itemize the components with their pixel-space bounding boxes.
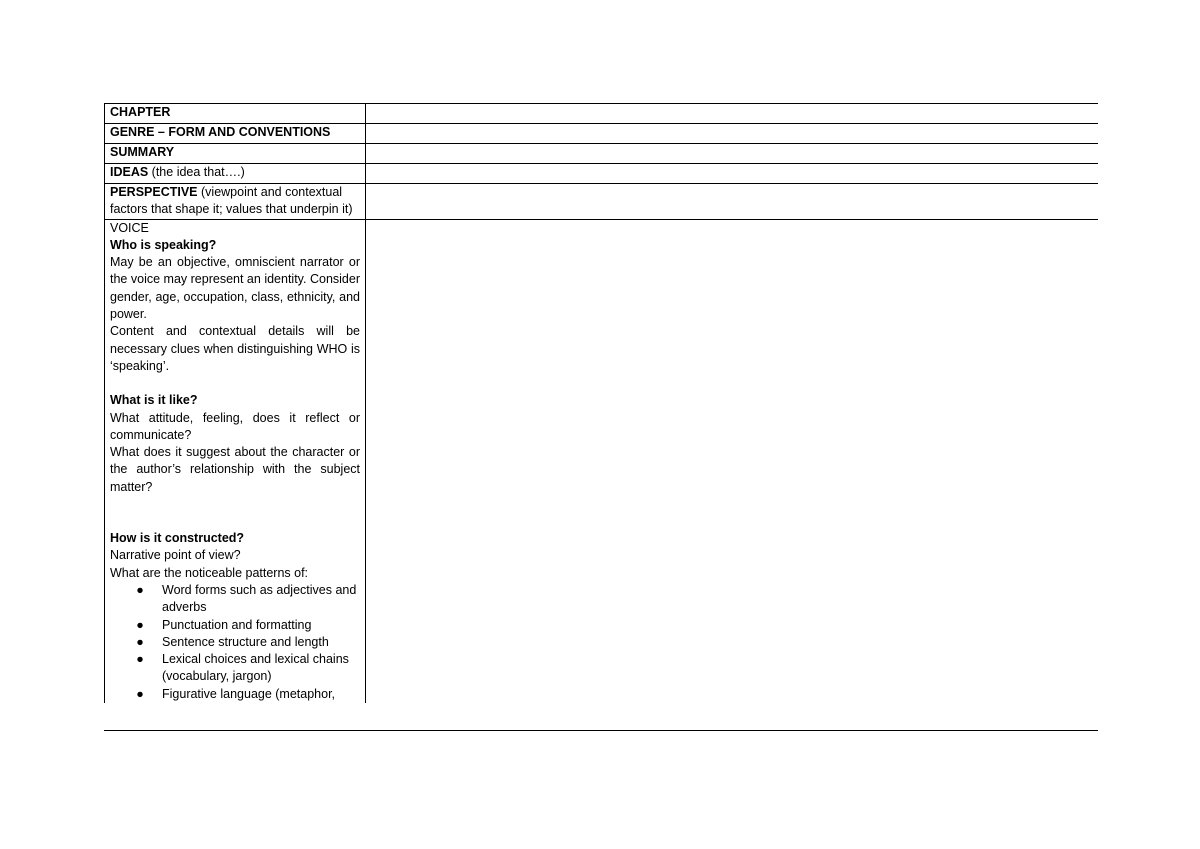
answer-cell-chapter[interactable] (366, 104, 1099, 124)
row-label-perspective (105, 184, 366, 220)
perspective-label-note: (viewpoint and contextual factors that shape it; values that underpin it) (110, 185, 353, 217)
what-like-text-2: What does it suggest about the character or the author’s relationship with the subject matter? (110, 445, 360, 494)
ideas-label-note: (the idea that….) (148, 165, 245, 179)
list-item-text: Sentence structure and length (162, 634, 329, 649)
bullet-icon: ● (136, 617, 144, 632)
how-constructed-heading: How is it constructed? (110, 531, 245, 546)
what-like-text-1: What attitude, feeling, does it reflect or communicate? (110, 410, 360, 442)
how-constructed-text-1: Narrative point of view? (110, 548, 241, 563)
how-constructed-text-2: What are the noticeable patterns of: (110, 565, 309, 580)
table-row-ideas (105, 164, 1099, 184)
answer-cell-ideas[interactable] (366, 164, 1099, 184)
list-item-text: Lexical choices and lexical chains (vocabulary, jargon) (162, 652, 349, 684)
answer-cell-summary[interactable] (366, 144, 1099, 164)
table-row-summary (105, 144, 1099, 164)
row-label-genre: GENRE – FORM AND CONVENTIONS (105, 124, 366, 144)
list-item (110, 686, 360, 703)
table-row-genre (105, 124, 1099, 144)
patterns-list (110, 582, 360, 703)
who-speaking-text-2: Content and contextual details will be necessary clues when distinguishing WHO is ‘speaking’. (110, 324, 360, 373)
answer-cell-genre[interactable] (366, 124, 1099, 144)
list-item (110, 634, 360, 651)
voice-heading: VOICE (110, 220, 149, 235)
list-item-text: Figurative language (metaphor, (162, 686, 336, 701)
bullet-icon: ● (136, 634, 144, 649)
who-speaking-text-1: May be an objective, omniscient narrator or the voice may represent an identity. Consider gender, age, occupation, class, ethnicity, and power. (110, 255, 360, 322)
bullet-icon: ● (136, 686, 144, 701)
list-item-text: Punctuation and formatting (162, 617, 312, 632)
worksheet-page (104, 103, 1098, 731)
table-row-chapter (105, 104, 1099, 124)
list-item (110, 617, 360, 634)
list-item-text: Word forms such as adjectives and adverbs (162, 582, 357, 615)
bullet-icon: ● (136, 652, 144, 667)
answer-cell-voice[interactable] (366, 219, 1099, 703)
bullet-icon: ● (136, 582, 144, 597)
perspective-label-bold: PERSPECTIVE (110, 185, 198, 199)
analysis-table (104, 103, 1098, 703)
row-label-voice (105, 219, 366, 703)
row-label-ideas (105, 164, 366, 184)
table-row-voice (105, 219, 1099, 703)
ideas-label-bold: IDEAS (110, 165, 149, 179)
table-row-perspective (105, 184, 1099, 220)
page-cut-border (104, 730, 1098, 731)
spacer (110, 375, 360, 392)
row-label-chapter: CHAPTER (105, 104, 366, 124)
answer-cell-perspective[interactable] (366, 184, 1099, 220)
spacer (110, 496, 360, 530)
what-like-heading: What is it like? (110, 393, 198, 408)
row-label-summary: SUMMARY (105, 144, 366, 164)
list-item (110, 651, 360, 686)
who-speaking-heading: Who is speaking? (110, 237, 217, 252)
list-item (110, 582, 360, 617)
